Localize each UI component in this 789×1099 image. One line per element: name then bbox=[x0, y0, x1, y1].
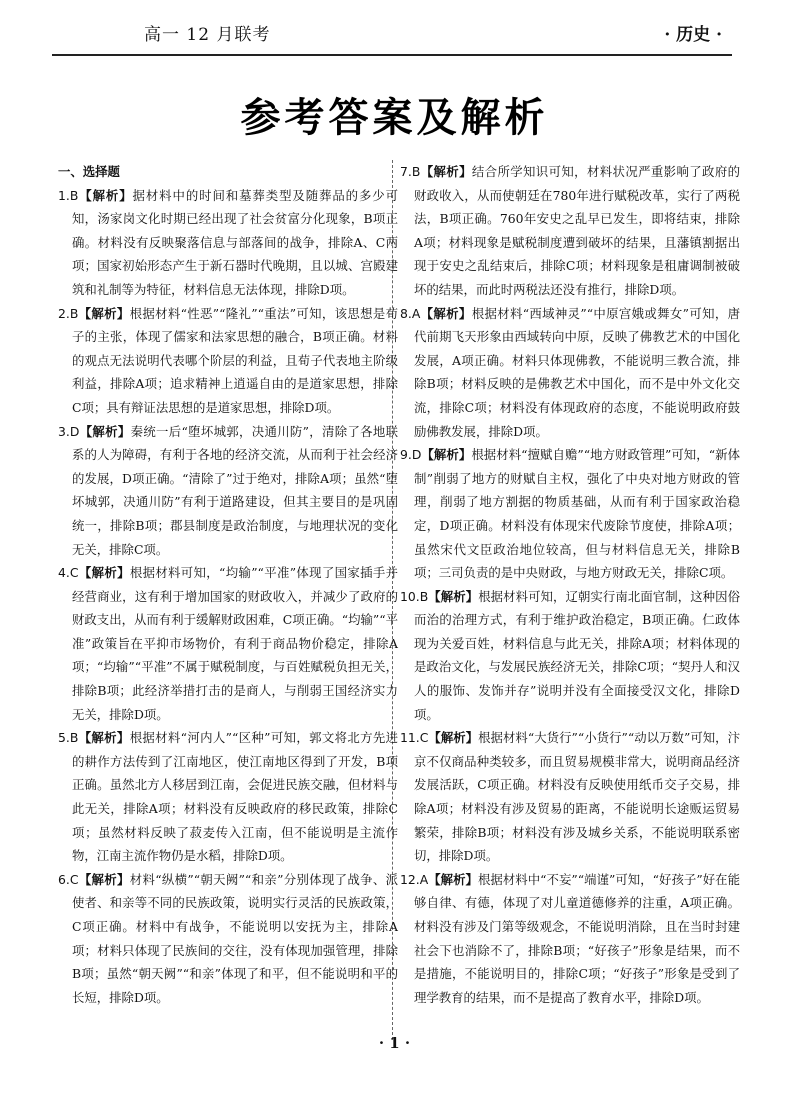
answer-text: 根据材料“擅赋自赡”“地方财政管理”可知，“新体制”削弱了地方的财赋自主权，强化了中央对地方财政的管理，削弱了地方割据的物质基础，从而有利于国家政治稳定，D项正确。材料没有体现宋代废除节度使，排除A项；虽然宋代文臣政治地位较高，但与材料信息无关，排除B项；三司负责的是中央财政，与地方财政无关，排除C项。 bbox=[414, 447, 740, 581]
answer-text: 据材料中的时间和墓葬类型及随葬品的多少可知，汤家岗文化时期已经出现了社会贫富分化现象，B项正确。材料没有反映聚落信息与部落间的战争，排除A、C两项；国家初始形态产生于新石器时代晚期，且以城、宫殿建筑和礼制等为特征，材料信息无法体现，排除D项。 bbox=[72, 187, 399, 297]
answer-number: 10.B bbox=[400, 588, 429, 604]
answer-number: 8.A bbox=[400, 305, 421, 321]
page-header bbox=[52, 14, 732, 56]
analysis-tag: 【解析】 bbox=[78, 730, 130, 746]
analysis-tag: 【解析】 bbox=[420, 305, 472, 321]
answer-number: 7.B bbox=[400, 164, 421, 179]
left-column bbox=[58, 160, 398, 1009]
page-number: · 1 · bbox=[378, 1034, 411, 1052]
answer-text: 根据材料“河内人”“区种”可知，郭文将北方先进的耕作方法传到了江南地区，使江南地区得到了开发，B项正确。虽然北方人移居到江南，会促进民族交融，但材料与此无关，排除A项；材料没有反映政府的移民政策，排除C项；虽然材料反映了菽麦传入江南，但不能说明是主流作物，江南主流作物仍是水稻，排除D项。 bbox=[72, 730, 398, 864]
analysis-tag: 【解析】 bbox=[78, 187, 133, 203]
section-title: 一、选择题 bbox=[58, 164, 120, 179]
analysis-tag: 【解析】 bbox=[428, 588, 479, 604]
analysis-tag: 【解析】 bbox=[421, 447, 472, 463]
analysis-tag: 【解析】 bbox=[78, 305, 130, 321]
answer-text: 根据材料可知，“均输”“平准”体现了国家插手并经营商业，这有利于增加国家的财政收入，并减少了政府的财政支出，从而有利于缓解财政困难，C项正确。“均输”“平准”政策旨在平抑市场物价，有利于商品物价稳定，排除A项；“均输”“平准”不属于赋税制度，与百姓赋税负担无关，排除B项；此经济举措打击的是商人，与削弱王国经济实力无关，排除D项。 bbox=[72, 565, 399, 722]
answer-text: 根据材料“大货行”“小货行”“动以万数”可知，汴京不仅商品种类较多，而且贸易规模非常大，说明商品经济发展活跃，C项正确。材料没有反映使用纸币交子交易，排除A项；材料没有涉及贸易的距离，不能说明长途贩运贸易繁荣，排除B项；材料没有涉及城乡关系，不能说明联系密切，排除D项。 bbox=[414, 730, 740, 864]
answer-item bbox=[58, 420, 398, 562]
answer-text: 根据材料“性恶”“隆礼”“重法”可知，该思想是荀子的主张，体现了儒家和法家思想的融合，B项正确。材料的观点无法说明代表哪个阶层的利益，且荀子代表地主阶级利益，排除A项；追求精神上逍遥自由的是道家思想，排除C项；具有辩证法思想的是道家思想，排除D项。 bbox=[72, 305, 398, 415]
answer-number: 3.D bbox=[58, 423, 80, 439]
answer-text: 根据材料“西域神灵”“中原宫娥或舞女”可知，唐代前期飞天形象由西域转向中原，反映了佛教艺术的中国化发展，A项正确。材料只体现佛教，不能说明三教合流，排除B项；材料反映的是佛教艺术中国化，而不是中外文化交流，排除C项；材料没有体现政府的态度，不能说明政府鼓励佛教发展，排除D项。 bbox=[414, 305, 741, 439]
answer-number: 6.C bbox=[58, 871, 79, 887]
answer-item bbox=[400, 726, 740, 868]
exam-title: 高一 12 月联考 bbox=[144, 25, 271, 45]
answer-item bbox=[58, 184, 398, 302]
answer-number: 1.B bbox=[58, 187, 79, 203]
answer-number: 9.D bbox=[400, 447, 422, 463]
answer-text: 根据材料中“不妄”“端谨”可知，“好孩子”好在能够自律、有德，体现了对儿童道德修养的注重，A项正确。材料没有涉及门第等级观念，不能说明消除，且在当时封建社会下也消除不了，排除B项；“好孩子”形象是结果，而不是措施，不能说明目的，排除C项；“好孩子”形象是受到了理学教育的结果，而不是提高了教育水平，排除D项。 bbox=[414, 871, 741, 1005]
answer-text: 结合所学知识可知，材料状况严重影响了政府的财政收入，从而使朝廷在780年进行赋税改革，实行了两税法，B项正确。760年安史之乱早已发生，即将结束，排除A项；材料现象是赋税制度遭到破坏的结果，且藩镇割据出现于安史之乱结束后，排除C项；材料现象是租庸调制被破坏的结果，而此时两税法还没有推行，排除D项。 bbox=[414, 164, 741, 297]
answer-item bbox=[400, 585, 740, 727]
answer-text: 根据材料可知，辽朝实行南北面官制，这种因俗而治的治理方式，有利于维护政治稳定，B项正确。仁政体现为关爱百姓，材料信息与此无关，排除A项；材料体现的是政治文化，与发展民族经济无关，排除C项；“契丹人和汉人的服饰、发饰并存”说明并没有全面接受汉文化，排除D项。 bbox=[414, 588, 741, 722]
analysis-tag: 【解析】 bbox=[78, 871, 130, 887]
subject-label: · 历史 · bbox=[664, 25, 722, 45]
answer-text: 材料“纵横”“朝天阙”“和亲”分别体现了战争、派使者、和亲等不同的民族政策，说明实行灵活的民族政策，C项正确。材料中有战争，不能说明以安抚为主，排除A项；材料只体现了民族间的交往，没有体现加强管理，排除B项；虽然“朝天阙”“和亲”体现了和平，但不能说明和平的长短，排除D项。 bbox=[72, 871, 398, 1005]
answer-number: 11.C bbox=[400, 730, 429, 746]
analysis-tag: 【解析】 bbox=[78, 565, 130, 581]
answer-item bbox=[400, 302, 740, 444]
answer-number: 2.B bbox=[58, 305, 79, 321]
answer-number: 12.A bbox=[400, 871, 429, 887]
answer-number: 5.B bbox=[58, 730, 79, 746]
answer-number: 4.C bbox=[58, 565, 79, 581]
answer-item bbox=[58, 302, 398, 420]
answer-item bbox=[58, 726, 398, 868]
answer-item bbox=[400, 868, 740, 1010]
page-title: 参考答案及解析 bbox=[240, 95, 549, 141]
analysis-tag: 【解析】 bbox=[420, 164, 472, 179]
answer-item bbox=[58, 868, 398, 1010]
answer-item bbox=[400, 160, 740, 302]
answer-item bbox=[58, 561, 398, 726]
answer-item bbox=[400, 443, 740, 585]
analysis-tag: 【解析】 bbox=[428, 730, 479, 746]
answer-text: 秦统一后“堕坏城郭，决通川防”，清除了各地联系的人为障碍，有利于各地的经济交流，从而利于社会经济的发展，D项正确。“清除了”过于绝对，排除A项；虽然“堕坏城郭，决通川防”有利于道路建设，但其主要目的是巩固统一，排除B项；郡县制度是政治制度，与地理状况的变化无关，排除C项。 bbox=[72, 423, 399, 557]
analysis-tag: 【解析】 bbox=[428, 871, 478, 887]
right-column bbox=[400, 160, 740, 1009]
analysis-tag: 【解析】 bbox=[79, 423, 131, 439]
